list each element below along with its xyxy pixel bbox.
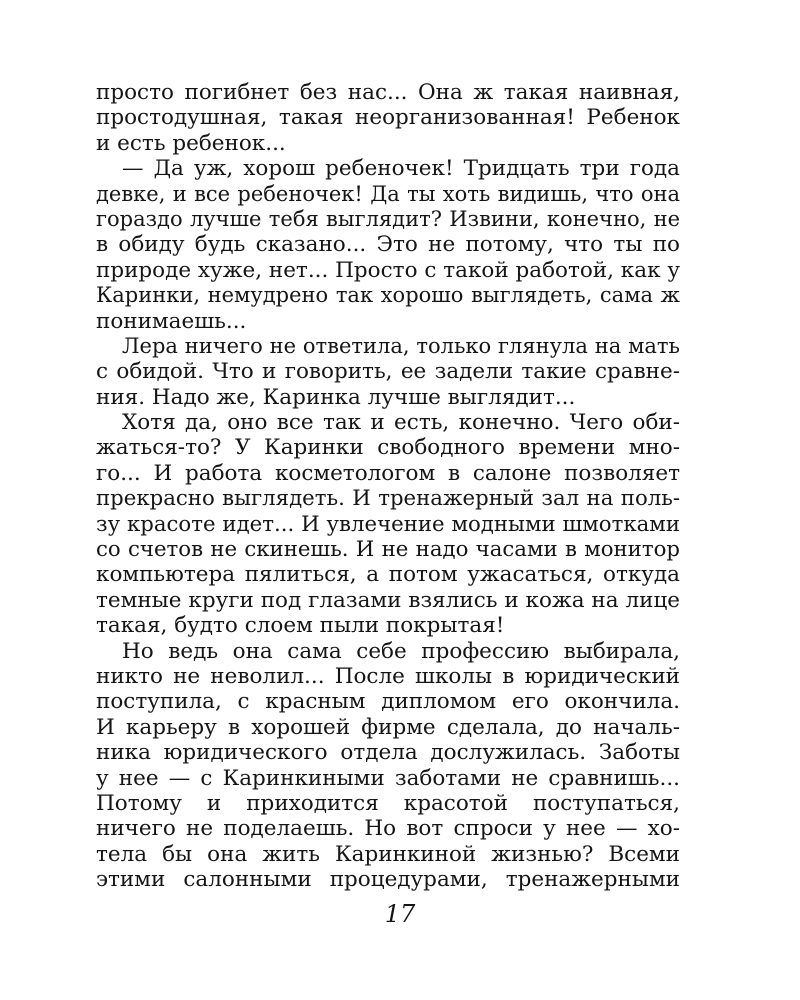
text-line: этими салонными процедурами, тренажерными	[96, 867, 680, 893]
text-line: темные круги под глазами взялись и кожа на лице	[96, 587, 680, 613]
text-line: зу красоте идет... И увлечение модными шмотками	[96, 511, 680, 537]
text-line: и есть ребенок...	[96, 130, 286, 156]
text-line: поступила, с красным дипломом его окончила.	[96, 689, 680, 715]
text-line: Хотя да, оно все так и есть, конечно. Чего оби-	[122, 410, 680, 436]
text-line: тела бы она жить Каринкиной жизнью? Всеми	[96, 841, 680, 867]
text-line: ника юридического отдела дослужилась. Заботы	[96, 740, 680, 766]
text-line: у нее — с Каринкиными заботами не сравнишь...	[96, 765, 680, 791]
text-line: такая, будто слоем пыли покрытая!	[96, 613, 505, 639]
text-line: го... И работа косметологом в салоне позволяет	[96, 460, 680, 486]
text-line: ничего не поделаешь. Но вот спроси у нее — хо-	[96, 816, 680, 842]
text-line: простодушная, такая неорганизованная! Ребенок	[96, 105, 680, 131]
text-line: ния. Надо же, Каринка лучше выглядит...	[96, 384, 576, 410]
text-line: со счетов не скинешь. И не надо часами в монитор	[96, 537, 680, 563]
text-line: понимаешь...	[96, 308, 247, 334]
text-line: девке, и все ребеночек! Да ты хоть видишь, что она	[96, 181, 680, 206]
body-text	[96, 80, 680, 893]
text-line: жаться-то? У Каринки свободного времени мно-	[96, 435, 680, 461]
text-line: Но ведь она сама себе профессию выбирала,	[122, 638, 680, 664]
text-line: Лера ничего не ответила, только глянула на мать	[122, 333, 680, 358]
text-line: прекрасно выглядеть. И тренажерный зал на поль-	[96, 486, 680, 512]
text-line: в обиду будь сказано... Это не потому, что ты по	[96, 232, 680, 258]
text-line: гораздо лучше тебя выглядит? Извини, конечно, не	[96, 206, 680, 231]
text-line: И карьеру в хорошей фирме сделала, до началь-	[96, 714, 680, 740]
text-line: компьютера пялиться, а потом ужасаться, откуда	[96, 562, 680, 588]
text-line: Каринки, немудрено так хорошо выглядеть, сама ж	[96, 283, 680, 308]
text-line: Потому и приходится красотой поступаться,	[96, 790, 680, 816]
text-line: просто погибнет без нас... Она ж такая наивная,	[96, 80, 680, 105]
text-line: природе хуже, нет... Просто с такой работой, как у	[96, 257, 680, 283]
text-line: никто не неволил... После школы в юридический	[96, 663, 680, 689]
page-number: 17	[384, 900, 416, 928]
text-line: — Да уж, хорош ребеночек! Тридцать три года	[122, 156, 680, 182]
text-line: с обидой. Что и говорить, ее задели такие сравне-	[96, 359, 680, 385]
